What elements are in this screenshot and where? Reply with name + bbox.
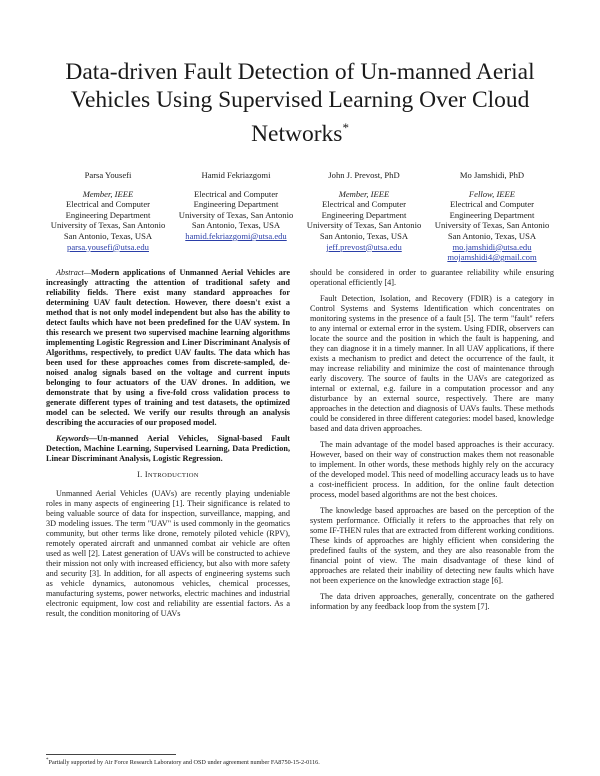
footnote-mark: * [46, 758, 49, 763]
footnote [46, 757, 546, 767]
author-dept-2: Engineering Department [65, 209, 151, 220]
author-dept-2: Engineering Department [193, 199, 279, 210]
footnote-text: Partially supported by Air Force Research Laboratory and OSD under agreement number FA8750-15-2-0116. [48, 759, 320, 767]
author-name: Mo Jamshidi, PhD [459, 170, 525, 180]
paper-title [40, 58, 560, 148]
title-footnote-mark: * [342, 120, 349, 135]
author-name: Hamid Fekriazgomi [201, 170, 271, 180]
author-1 [44, 170, 172, 263]
left-column [46, 268, 290, 625]
title-text: Data-driven Fault Detection of Un-manned Aerial Vehicles Using Supervised Learning Over Cloud Networks [65, 59, 535, 147]
author-role: Member, IEEE [338, 188, 390, 199]
body-paragraph: should be considered in order to guarantee reliability while ensuring operational efficiently [4]. [310, 268, 554, 287]
author-3 [300, 170, 428, 263]
author-university: University of Texas, San Antonio [434, 220, 550, 231]
author-name: Parsa Yousefi [84, 170, 132, 180]
section-title-rest: NTRODUCTION [147, 472, 199, 479]
author-city: San Antonio, Texas, USA [319, 230, 409, 241]
author-university: University of Texas, San Antonio [306, 220, 422, 231]
keywords-dash: — [88, 434, 97, 443]
body-paragraph: The knowledge based approaches are based on the perception of the system performance. Officially it refers to the approaches that rely on some IF-THEN rules that are extracted from different working conditions. These kinds of approaches are highly efficient when considering the predefined faults of the system, and they are also reasonable from the financial point of view. The main disadvantage of these kind of approaches are related their inability of detecting new faults which have not been experience on the knowledge extraction stage [6]. [310, 506, 554, 585]
author-university: University of Texas, San Antonio [50, 220, 166, 231]
right-column [310, 268, 554, 618]
author-city: San Antonio, Texas, USA [191, 220, 281, 231]
keywords [46, 434, 290, 464]
author-block [44, 170, 556, 263]
author-city: San Antonio, Texas, USA [63, 230, 153, 241]
body-paragraph: Fault Detection, Isolation, and Recovery (FDIR) is a category in Control Systems and Systems Identification which concentrates on monitoring systems in the presence of a fault [5]. The term "fault" refers to any internal or external error in the system. Using FDIR, observers can locate the source and the position in which the fault is happening, and they can diagnose it in a timely manner. In all UAV applications, if there exists a mechanism to predict and detect the occurrence of the fault, it may increase reliability and minimize the cost of maintenance through early discovery. The source of faults in the UAVs are categorized as internal or external, e.g. failure in a computation processor and any disturbance by an external source, respectively. There are many approaches in the detection and diagnosis of UAVs faults. These methods could be considered in three different categories: model based, knowledge based and data driven approaches. [310, 294, 554, 433]
author-role: Fellow, IEEE [468, 188, 516, 199]
author-2 [172, 170, 300, 263]
body-paragraph: Unmanned Aerial Vehicles (UAVs) are recently playing undeniable roles in many aspects of engineering [1]. Their significance is related to being valuable source of data for inspection, surveillance, mapping, and 3D modeling issues. The term "UAV" is used commonly in the geomatics community, but other terms like drone, remotely piloted vehicle (RPV), remotely operated aircraft and unmanned combat air vehicle are often used as well [2]. Latest generation of UAVs will be constructed to achieve their mission not only with increased efficiency, but also with more safety and security [3]. In addition, for all aspects of engineering systems such as vehicle dynamics, autonomous vehicles, chemical processes, manufacturing systems, power networks, electric machines and industrial electronic equipment, low cost and reliability are essential factors. As a result, the condition monitoring of UAVs [46, 489, 290, 618]
author-dept: Electrical and Computer [66, 199, 150, 210]
author-dept: Electrical and Computer [194, 188, 278, 199]
author-university: University of Texas, San Antonio [178, 209, 294, 220]
keywords-label: Keywords [56, 434, 89, 443]
abstract-text: Modern applications of Unmanned Aerial Vehicles are increasingly attracting the attention of traditional safety and reliability fields. There exist many standard approaches for determining UAV fault detection. However, there doesn't exist a method that is not only model independent but also has the ability to detect faults which have not been predefined for the UAV system. In this research we present two supervised machine learning algorithms implementing Logistic Regression and Liner Discriminant Analysis of Algorithms, respectively, to predict UAV faults. The data which has been used for these approaches comes from discrete-sampled, de-noised analog signals based on the voltage and current inputs belonging to four actuators of the UAV drones. In addition, we demonstrate that by using a five-fold cross validation process to generate different types of training and test datasets, the optimized model can be selected. We verify our results through an analysis describing the accuracies of our proposed model. [46, 268, 290, 427]
author-city: San Antonio, Texas, USA [447, 230, 537, 241]
footnote-divider [46, 754, 176, 755]
author-email-link[interactable]: jeff.prevost@utsa.edu [326, 241, 402, 252]
author-4 [428, 170, 556, 263]
section-number: I. [137, 470, 143, 479]
author-dept-2: Engineering Department [321, 209, 407, 220]
abstract-dash: — [83, 268, 92, 277]
author-email-link[interactable]: hamid.fekriazgomi@utsa.edu [185, 230, 287, 241]
author-dept: Electrical and Computer [322, 199, 406, 210]
author-dept-2: Engineering Department [449, 209, 535, 220]
body-paragraph: The data driven approaches, generally, concentrate on the gathered information by any feedback loop from the system [7]. [310, 592, 554, 611]
author-email-link[interactable]: parsa.yousefi@utsa.edu [67, 241, 149, 252]
abstract [46, 268, 290, 428]
author-dept: Electrical and Computer [450, 199, 534, 210]
author-email-link-2[interactable]: mojamshidi4@gmail.com [447, 252, 537, 263]
keywords-text: Un-manned Aerial Vehicles, Signal-based Fault Detection, Machine Learning, Supervised Learning, Data Prediction, Linear Discriminant Analysis, Logistic Regression. [46, 434, 290, 463]
body-paragraph: The main advantage of the model based approaches is their accuracy. However, based on their way of construction makes them not reasonable to implement. In other words, these methods highly rely on the accuracy of the developed model. This need of modelling accuracy leads us to have a cost-inefficient process. In addition, for the online fault detection process, model based algorithms are not the best choices. [310, 440, 554, 499]
section-heading-introduction [46, 470, 290, 481]
section-title-initial: I [144, 470, 148, 479]
author-name: John J. Prevost, PhD [328, 170, 400, 180]
abstract-label: Abstract [56, 268, 84, 277]
author-email-link[interactable]: mo.jamshidi@utsa.edu [452, 241, 532, 252]
author-role: Member, IEEE [82, 188, 134, 199]
